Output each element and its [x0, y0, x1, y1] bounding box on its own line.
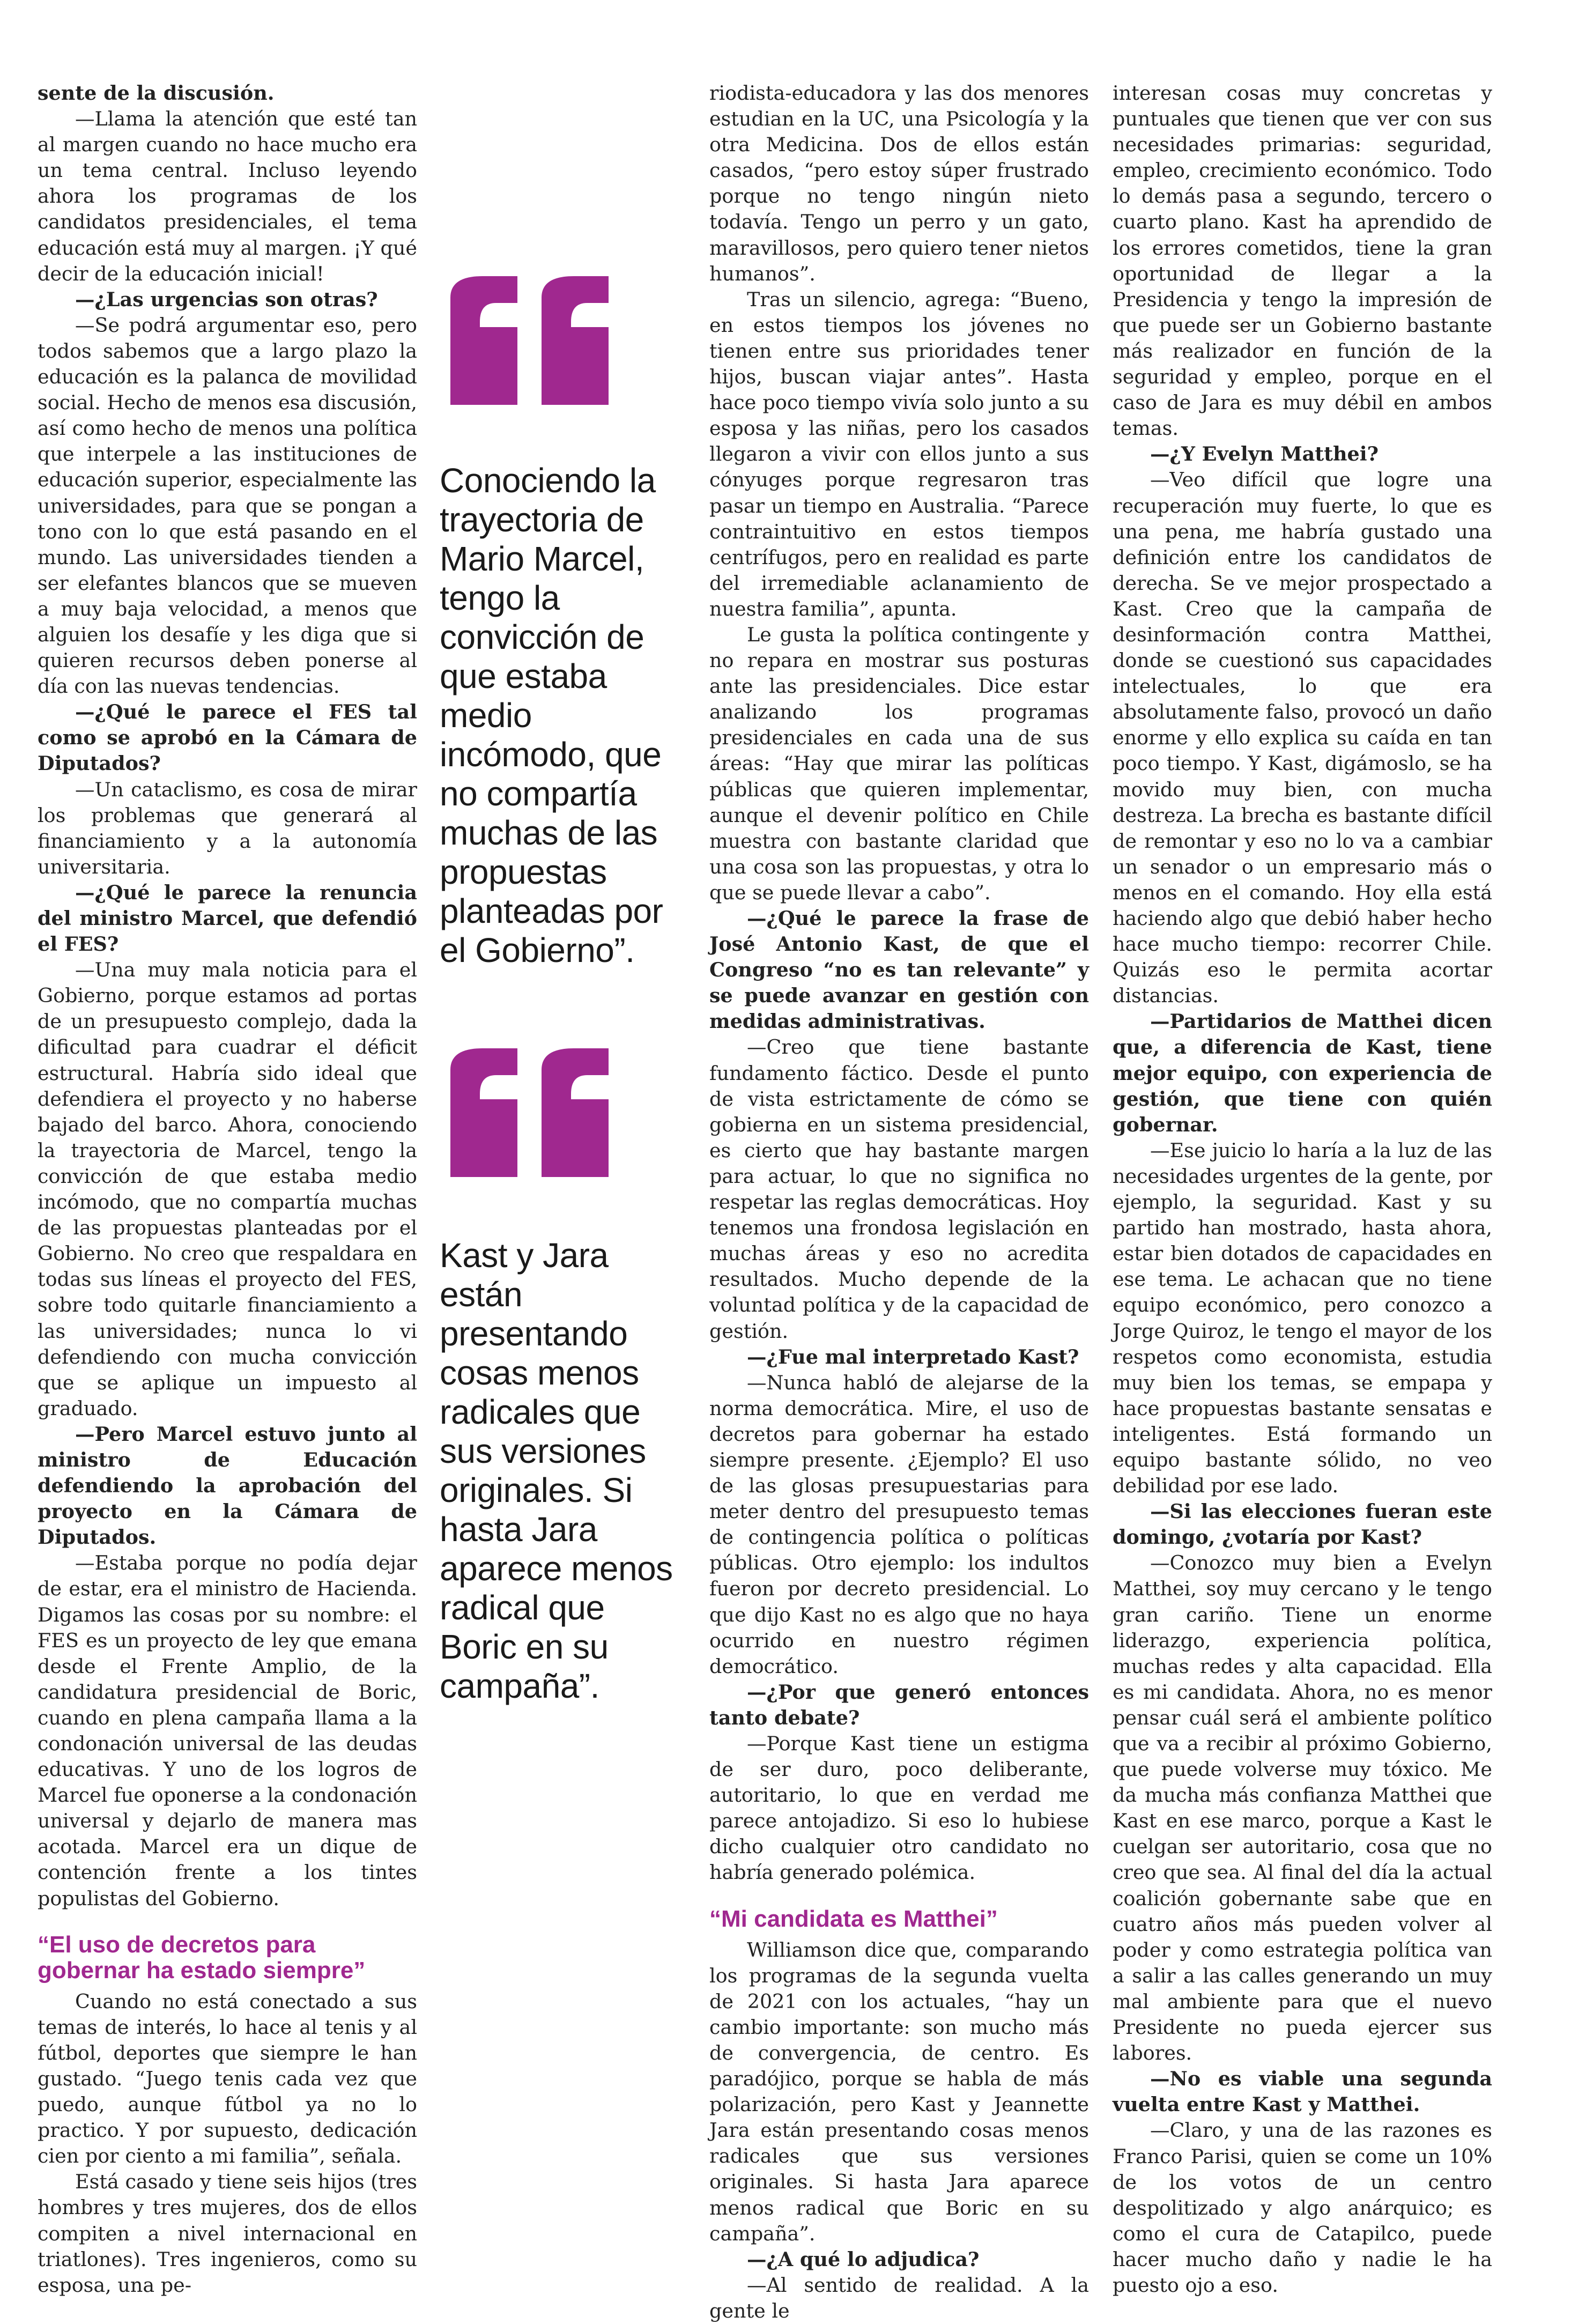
- interview-question: —Pero Marcel estuvo junto al ministro de Educación defendiendo la aprobación del proyecto en la Cámara de Diputados.: [38, 1422, 417, 1549]
- interview-question: —No es viable una segunda vuelta entre Kast y Matthei.: [1113, 2067, 1492, 2116]
- article-paragraph: sente de la discusión.: [38, 82, 275, 105]
- interview-question: —¿Qué le parece el FES tal como se aprobó en la Cámara de Diputados?: [38, 700, 417, 775]
- pull-quote-2: [440, 1046, 686, 1706]
- section-heading: “Mi candidata es Matthei”: [709, 1905, 998, 1932]
- interview-question: —¿Fue mal interpretado Kast?: [747, 1345, 1079, 1368]
- interview-question: —Si las elecciones fueran este domingo, ¿votaría por Kast?: [1113, 1500, 1492, 1549]
- article-paragraph: —Ese juicio lo haría a la luz de las necesidades urgentes de la gente, por ejemplo, la seguridad. Kast y su partido han mostrado, hasta ahora, estar bien dotados de capacidades en ese tema. Le achacan que no tiene equipo económico, pero conozco a Jorge Quiroz, le tengo el mayor de los respetos como economista, estudia muy bien los temas, se empapa y hace propuestas bastante sensatas e inteligentes. Está formando un equipo bastante sólido, no veo debilidad por ese lado.: [1113, 1138, 1492, 1498]
- article-paragraph: —Llama la atención que esté tan al margen cuando no hace mucho era un tema central. Incluso leyendo ahora los programas de los candidatos presidenciales, el tema educación está muy al margen. ¡Y qué decir de la educación inicial!: [38, 107, 417, 285]
- article-paragraph: interesan cosas muy concretas y puntuales que tienen que ver con sus necesidades primarias: seguridad, empleo, crecimiento económico. Todo lo demás pasa a segundo, tercero o cuarto plano. Kast ha aprendido de los errores cometidos, tiene la gran oportunidad de llegar a la Presidencia y tengo la impresión de que puede ser un Gobierno bastante más realizador en función de la seguridad y empleo, porque en el caso de Jara es muy débil en ambos temas.: [1113, 82, 1492, 440]
- pull-quote-1: [440, 273, 686, 970]
- article-paragraph: —Al sentido de realidad. A la gente le: [709, 2273, 1089, 2322]
- article-paragraph: —Estaba porque no podía dejar de estar, era el ministro de Hacienda. Digamos las cosas por su nombre: el FES es un proyecto de ley que emana desde el Frente Amplio, de la candidatura presidencial de Boric, cuando en plena campaña llama a la condonación universal de las deudas educativas. Y uno de los logros de Marcel fue oponerse a la condonación universal y dejarlo de manera mas acotada. Marcel era un dique de contención frente a los tintes populistas del Gobierno.: [38, 1551, 417, 1910]
- interview-question: —¿Las urgencias son otras?: [75, 287, 378, 311]
- article-paragraph: riodista-educadora y las dos menores estudian en la UC, una Psicología y la otra Medicina. Dos de ellos están casados, “pero estoy súper frustrado porque no tengo ningún nieto todavía. Tengo un perro y un gato, maravillosos, pero quiero tener nietos humanos”.: [709, 82, 1089, 285]
- article-paragraph: —Veo difícil que logre una recuperación muy fuerte, lo que es una pena, me habría gustado una definición entre los candidatos de derecha. Se ve mejor prospectado a Kast. Creo que la campaña de desinformación contra Matthei, donde se cuestionó sus capacidades intelectuales, lo que era absolutamente falso, provocó un daño enorme y ello explica su caída en tan poco tiempo. Y Kast, digámoslo, se ha movido muy bien, con mucha destreza. La brecha es bastante difícil de remontar y eso no lo va a cambiar un senador o un empresario más o menos en el comando. Hoy ella está haciendo algo que debió haber hecho hace mucho tiempo: recorrer Chile. Quizás eso le permita acortar distancias.: [1113, 468, 1492, 1008]
- opening-quote-mark-icon: [440, 1046, 622, 1180]
- article-paragraph: —Conozco muy bien a Evelyn Matthei, soy muy cercano y le tengo gran cariño. Tiene un enorme liderazgo, experiencia política, muchas redes y alta capacidad. Ella es mi candidata. Ahora, no es menor pensar cuál será el ambiente político que va a recibir al próximo Gobierno, que puede volverse muy tóxico. Me da mucha más confianza Matthei que Kast en ese marco, porque a Kast le cuelgan ser autoritario, cosa que no creo que sea. Al final del día la actual coalición gobernante sabe que en cuatro años más pueden volver al poder y como estrategia política van a salir a las calles generando un muy mal ambiente para que el nuevo Presidente no pueda ejercer sus labores.: [1113, 1551, 1492, 2065]
- article-paragraph: —Se podrá argumentar eso, pero todos sabemos que a largo plazo la educación es la palanca de movilidad social. Hecho de menos esa discusión, así como hecho de menos una política que interpele a las instituciones de educación superior, especialmente las universidades, para que se pongan a tono con lo que está pasando en el mundo. Las universidades tienden a ser elefantes blancos que se mueven a muy baja velocidad, a menos que alguien los desafíe y les diga que si quieren recursos deben ponerse al día con las nuevas tendencias.: [38, 313, 417, 698]
- article-paragraph: Cuando no está conectado a sus temas de interés, lo hace al tenis y al fútbol, deportes que siempre le han gustado. “Juego tenis cada vez que puedo, aunque fútbol ya no lo practico. Y por supuesto, dedicación cien por ciento a mi familia”, señala.: [38, 1989, 417, 2168]
- article-column-1: [38, 80, 417, 2298]
- pull-quote-text: Kast y Jara están presentando cosas menos radicales que sus versiones originales. Si hasta Jara aparece menos radical que Boric en su campaña”.: [440, 1236, 673, 1705]
- article-column-3: [1113, 80, 1492, 2298]
- article-paragraph: —Claro, y una de las razones es Franco Parisi, quien se come un 10% de los votos de un centro despolitizado y algo anárquico; es como el cura de Catapilco, puede hacer mucho daño y nadie le ha puesto ojo a eso.: [1113, 2119, 1492, 2297]
- article-paragraph: Está casado y tiene seis hijos (tres hombres y tres mujeres, dos de ellos compiten a nivel internacional en triatlones). Tres ingenieros, como su esposa, una pe-: [38, 2170, 417, 2297]
- article-paragraph: —Porque Kast tiene un estigma de ser duro, poco deliberante, autoritario, lo que en verdad me parece antojadizo. Si eso lo hubiese dicho cualquier otro candidato no habría generado polémica.: [709, 1732, 1089, 1884]
- interview-question: —¿Por que generó entonces tanto debate?: [709, 1680, 1089, 1729]
- interview-question: —¿Qué le parece la renuncia del ministro Marcel, que defendió el FES?: [38, 880, 417, 956]
- article-paragraph: —Un cataclismo, es cosa de mirar los problemas que generará al financiamiento y a la autonomía universitaria.: [38, 778, 417, 878]
- article-paragraph: Tras un silencio, agrega: “Bueno, en estos tiempos los jóvenes no tienen entre sus prioridades tener hijos, buscan viajar antes”. Hasta hace poco tiempo vivía solo junto a su esposa y las niñas, pero los casados llegaron a vivir con ellos junto a sus cónyuges porque regresaron tras pasar un tiempo en Australia. “Parece contraintuitivo en estos tiempos centrífugos, pero en realidad es parte del irremediable aclanamiento de nuestra familia”, apunta.: [709, 287, 1089, 620]
- section-heading: “El uso de decretos para gobernar ha estado siempre”: [38, 1931, 366, 1983]
- interview-question: —Partidarios de Matthei dicen que, a diferencia de Kast, tiene mejor equipo, con experiencia de gestión, que tiene con quién gobernar.: [1113, 1010, 1492, 1136]
- article-paragraph: Le gusta la política contingente y no repara en mostrar sus posturas ante las presidenciales. Dice estar analizando los programas presidenciales en cada una de sus áreas: “Hay que mirar las políticas públicas que quieren implementar, aunque el devenir político en Chile muestra con bastante claridad que una cosa son las propuestas, y otra lo que se puede llevar a cabo”.: [709, 623, 1089, 904]
- article-paragraph: Williamson dice que, comparando los programas de la segunda vuelta de 2021 con los actuales, “hay un cambio importante: son mucho más de convergencia, de centro. Es paradójico, porque se habla de más polarización, pero Kast y Jeannette Jara están presentando cosas menos radicales que sus versiones originales. Si hasta Jara aparece menos radical que Boric en su campaña”.: [709, 1938, 1089, 2245]
- pull-quote-text: Conociendo la trayectoria de Mario Marcel, tengo la convicción de que estaba medio incómodo, que no compartía muchas de las propuestas planteadas por el Gobierno”.: [440, 461, 663, 969]
- article-paragraph: —Nunca habló de alejarse de la norma democrática. Mire, el uso de decretos para gobernar ha estado siempre presente. ¿Ejemplo? El uso de las glosas presupuestarias para meter dentro del presupuesto temas de contingencia política o políticas públicas. Otro ejemplo: los indultos fueron por decreto presidencial. Lo que dijo Kast no es algo que no haya ocurrido en nuestro régimen democrático.: [709, 1371, 1089, 1678]
- interview-question: —¿A qué lo adjudica?: [747, 2247, 980, 2271]
- interview-question: —¿Qué le parece la frase de José Antonio Kast, de que el Congreso “no es tan relevante” y se puede avanzar en gestión con medidas administrativas.: [709, 907, 1089, 1033]
- interview-question: —¿Y Evelyn Matthei?: [1150, 442, 1379, 466]
- article-column-2: [709, 80, 1089, 2324]
- article-paragraph: —Creo que tiene bastante fundamento fáctico. Desde el punto de vista estrictamente de cómo se gobierna en un sistema presidencial, es cierto que hay bastante margen para actuar, lo que no significa no respetar las reglas democráticas. Hoy tenemos una frondosa legislación en muchas áreas y eso no acredita resultados. Mucho depende de la voluntad política y de la capacidad de gestión.: [709, 1035, 1089, 1343]
- article-paragraph: —Una muy mala noticia para el Gobierno, porque estamos ad portas de un presupuesto complejo, dada la dificultad para cuadrar el déficit estructural. Habría sido ideal que defendiera el proyecto y no haberse bajado del barco. Ahora, conociendo la trayectoria de Marcel, tengo la convicción de que estaba medio incómodo, que no compartía muchas de las propuestas planteadas por el Gobierno. No creo que respaldara en todas sus líneas el proyecto del FES, sobre todo quitarle financiamiento a las universidades; nunca lo vi defendiendo con mucha convicción que se aplique un impuesto al graduado.: [38, 958, 417, 1420]
- opening-quote-mark-icon: [440, 273, 622, 408]
